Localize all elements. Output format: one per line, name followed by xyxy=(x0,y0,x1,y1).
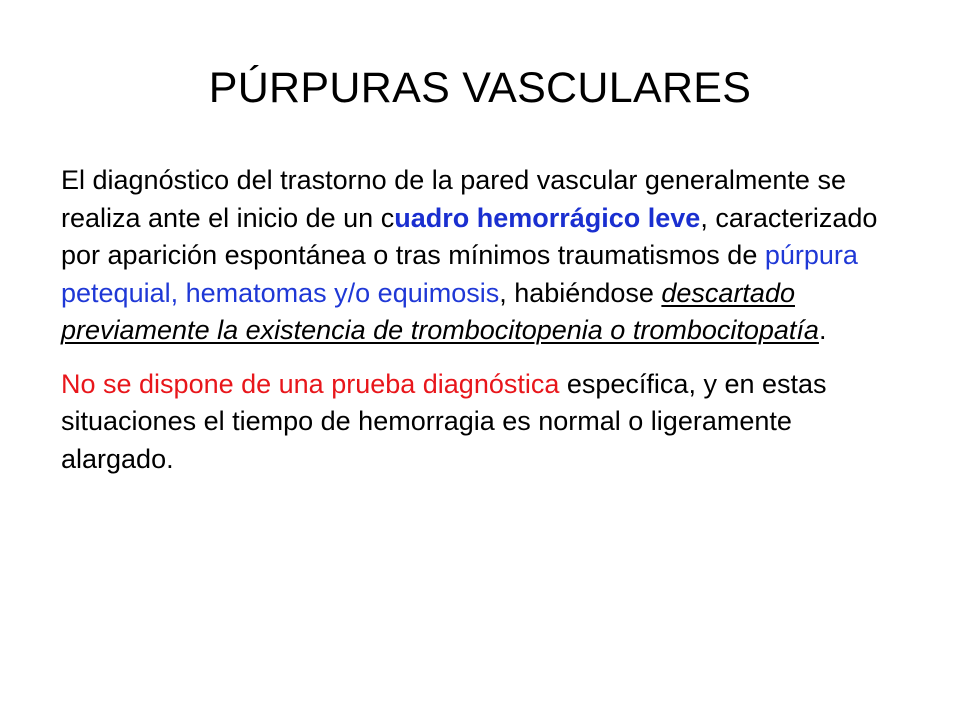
paragraph-no-test xyxy=(61,366,901,479)
paragraph-diagnosis-text-3: , habiéndose xyxy=(499,277,662,308)
paragraph-diagnosis-period: . xyxy=(818,315,827,345)
highlight-no-diagnostic-test: No se dispone de una prueba diagnóstica xyxy=(61,368,560,399)
paragraph-diagnosis-text-2: , caracterizado por aparición espontánea o tras mínimos traumatismos de xyxy=(61,202,878,270)
paragraph-no-test-text: específica, y en estas situaciones el tiempo de hemorragia es normal o ligeramente alargado. xyxy=(61,368,827,474)
highlight-hemorrhagic-picture: uadro hemorrágico leve xyxy=(394,202,701,233)
paragraph-diagnosis xyxy=(61,162,901,350)
slide-body xyxy=(61,162,901,494)
slide-title: PÚRPURAS VASCULARES xyxy=(208,64,752,112)
paragraph-diagnosis-text-1: El diagnóstico del trastorno de la pared vascular generalmente se realiza ante el inicio de un c xyxy=(61,165,846,233)
highlight-purpura-types: púrpura petequial, hematomas y/o equimosis xyxy=(61,240,858,308)
underlined-exclusion-criteria: descartado previamente la existencia de trombocitopenia o trombocitopatía xyxy=(61,277,819,345)
